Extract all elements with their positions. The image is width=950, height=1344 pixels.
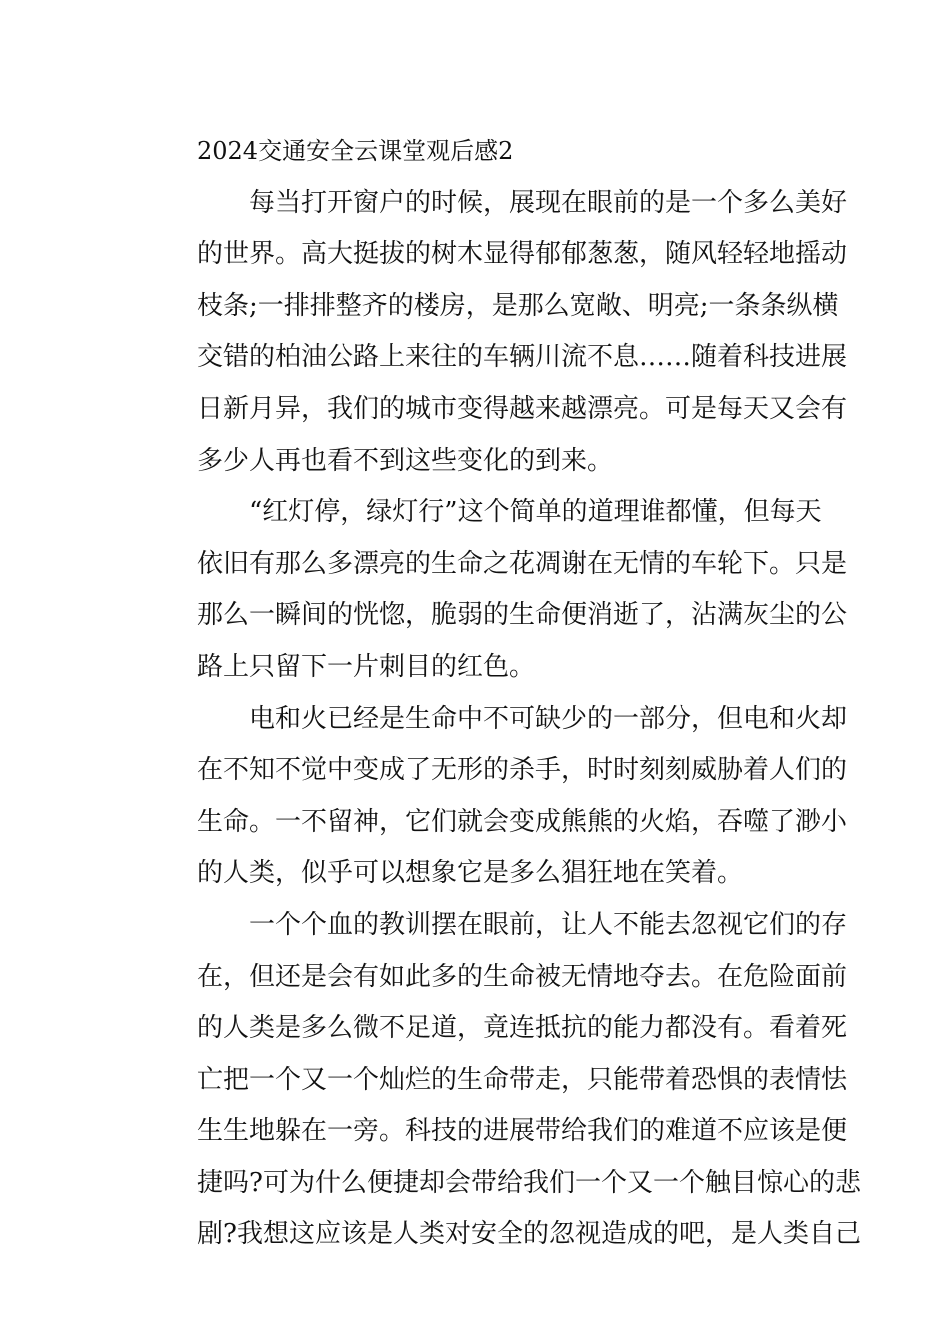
text-line: 一个个血的教训摆在眼前，让人不能去忽视它们的存 [249, 909, 848, 940]
text-line: 在不知不觉中变成了无形的杀手，时时刻刻威胁着人们的 [197, 755, 848, 786]
text-line: 的人类是多么微不足道，竟连抵抗的能力都没有。看着死 [197, 1013, 848, 1044]
document-body [145, 126, 861, 1261]
text-line: 交错的柏油公路上来往的车辆川流不息……随着科技进展 [197, 342, 848, 373]
text-line: 生生地躲在一旁。科技的进展带给我们的难道不应该是便 [197, 1116, 848, 1147]
text-line: 的世界。高大挺拔的树木显得郁郁葱葱，随风轻轻地摇动 [197, 239, 848, 270]
text-line: 在，但还是会有如此多的生命被无情地夺去。在危险面前 [197, 961, 848, 992]
text-line: 剧?我想这应该是人类对安全的忽视造成的吧，是人类自己 [197, 1219, 861, 1250]
document-title: 2024交通安全云课堂观后感2 [197, 137, 514, 165]
paragraph-2 [145, 487, 848, 693]
text-line: 的人类，似乎可以想象它是多么猖狂地在笑着。 [197, 858, 744, 889]
paragraph-1 [145, 178, 848, 488]
text-line: 依旧有那么多漂亮的生命之花凋谢在无情的车轮下。只是 [197, 548, 848, 579]
text-line: 多少人再也看不到这些变化的到来。 [197, 445, 614, 476]
text-line: 每当打开窗户的时候，展现在眼前的是一个多么美好 [249, 187, 848, 218]
paragraph-3 [145, 694, 848, 900]
text-line: 日新月异，我们的城市变得越来越漂亮。可是每天又会有 [197, 393, 848, 424]
paragraph-4 [145, 900, 861, 1261]
text-line: 枝条;一排排整齐的楼房，是那么宽敞、明亮;一条条纵横 [197, 290, 839, 321]
text-line: 那么一瞬间的恍惚，脆弱的生命便消逝了，沾满灰尘的公 [197, 600, 848, 631]
text-line: 电和火已经是生命中不可缺少的一部分，但电和火却 [249, 703, 848, 734]
text-line: 路上只留下一片刺目的红色。 [197, 651, 536, 682]
text-line: “红灯停，绿灯行”这个简单的道理谁都懂，但每天 [249, 497, 822, 528]
text-line: 亡把一个又一个灿烂的生命带走，只能带着恐惧的表情怯 [197, 1064, 848, 1095]
text-line: 捷吗?可为什么便捷却会带给我们一个又一个触目惊心的悲 [197, 1167, 861, 1198]
text-line: 生命。一不留神，它们就会变成熊熊的火焰，吞噬了渺小 [197, 806, 848, 837]
